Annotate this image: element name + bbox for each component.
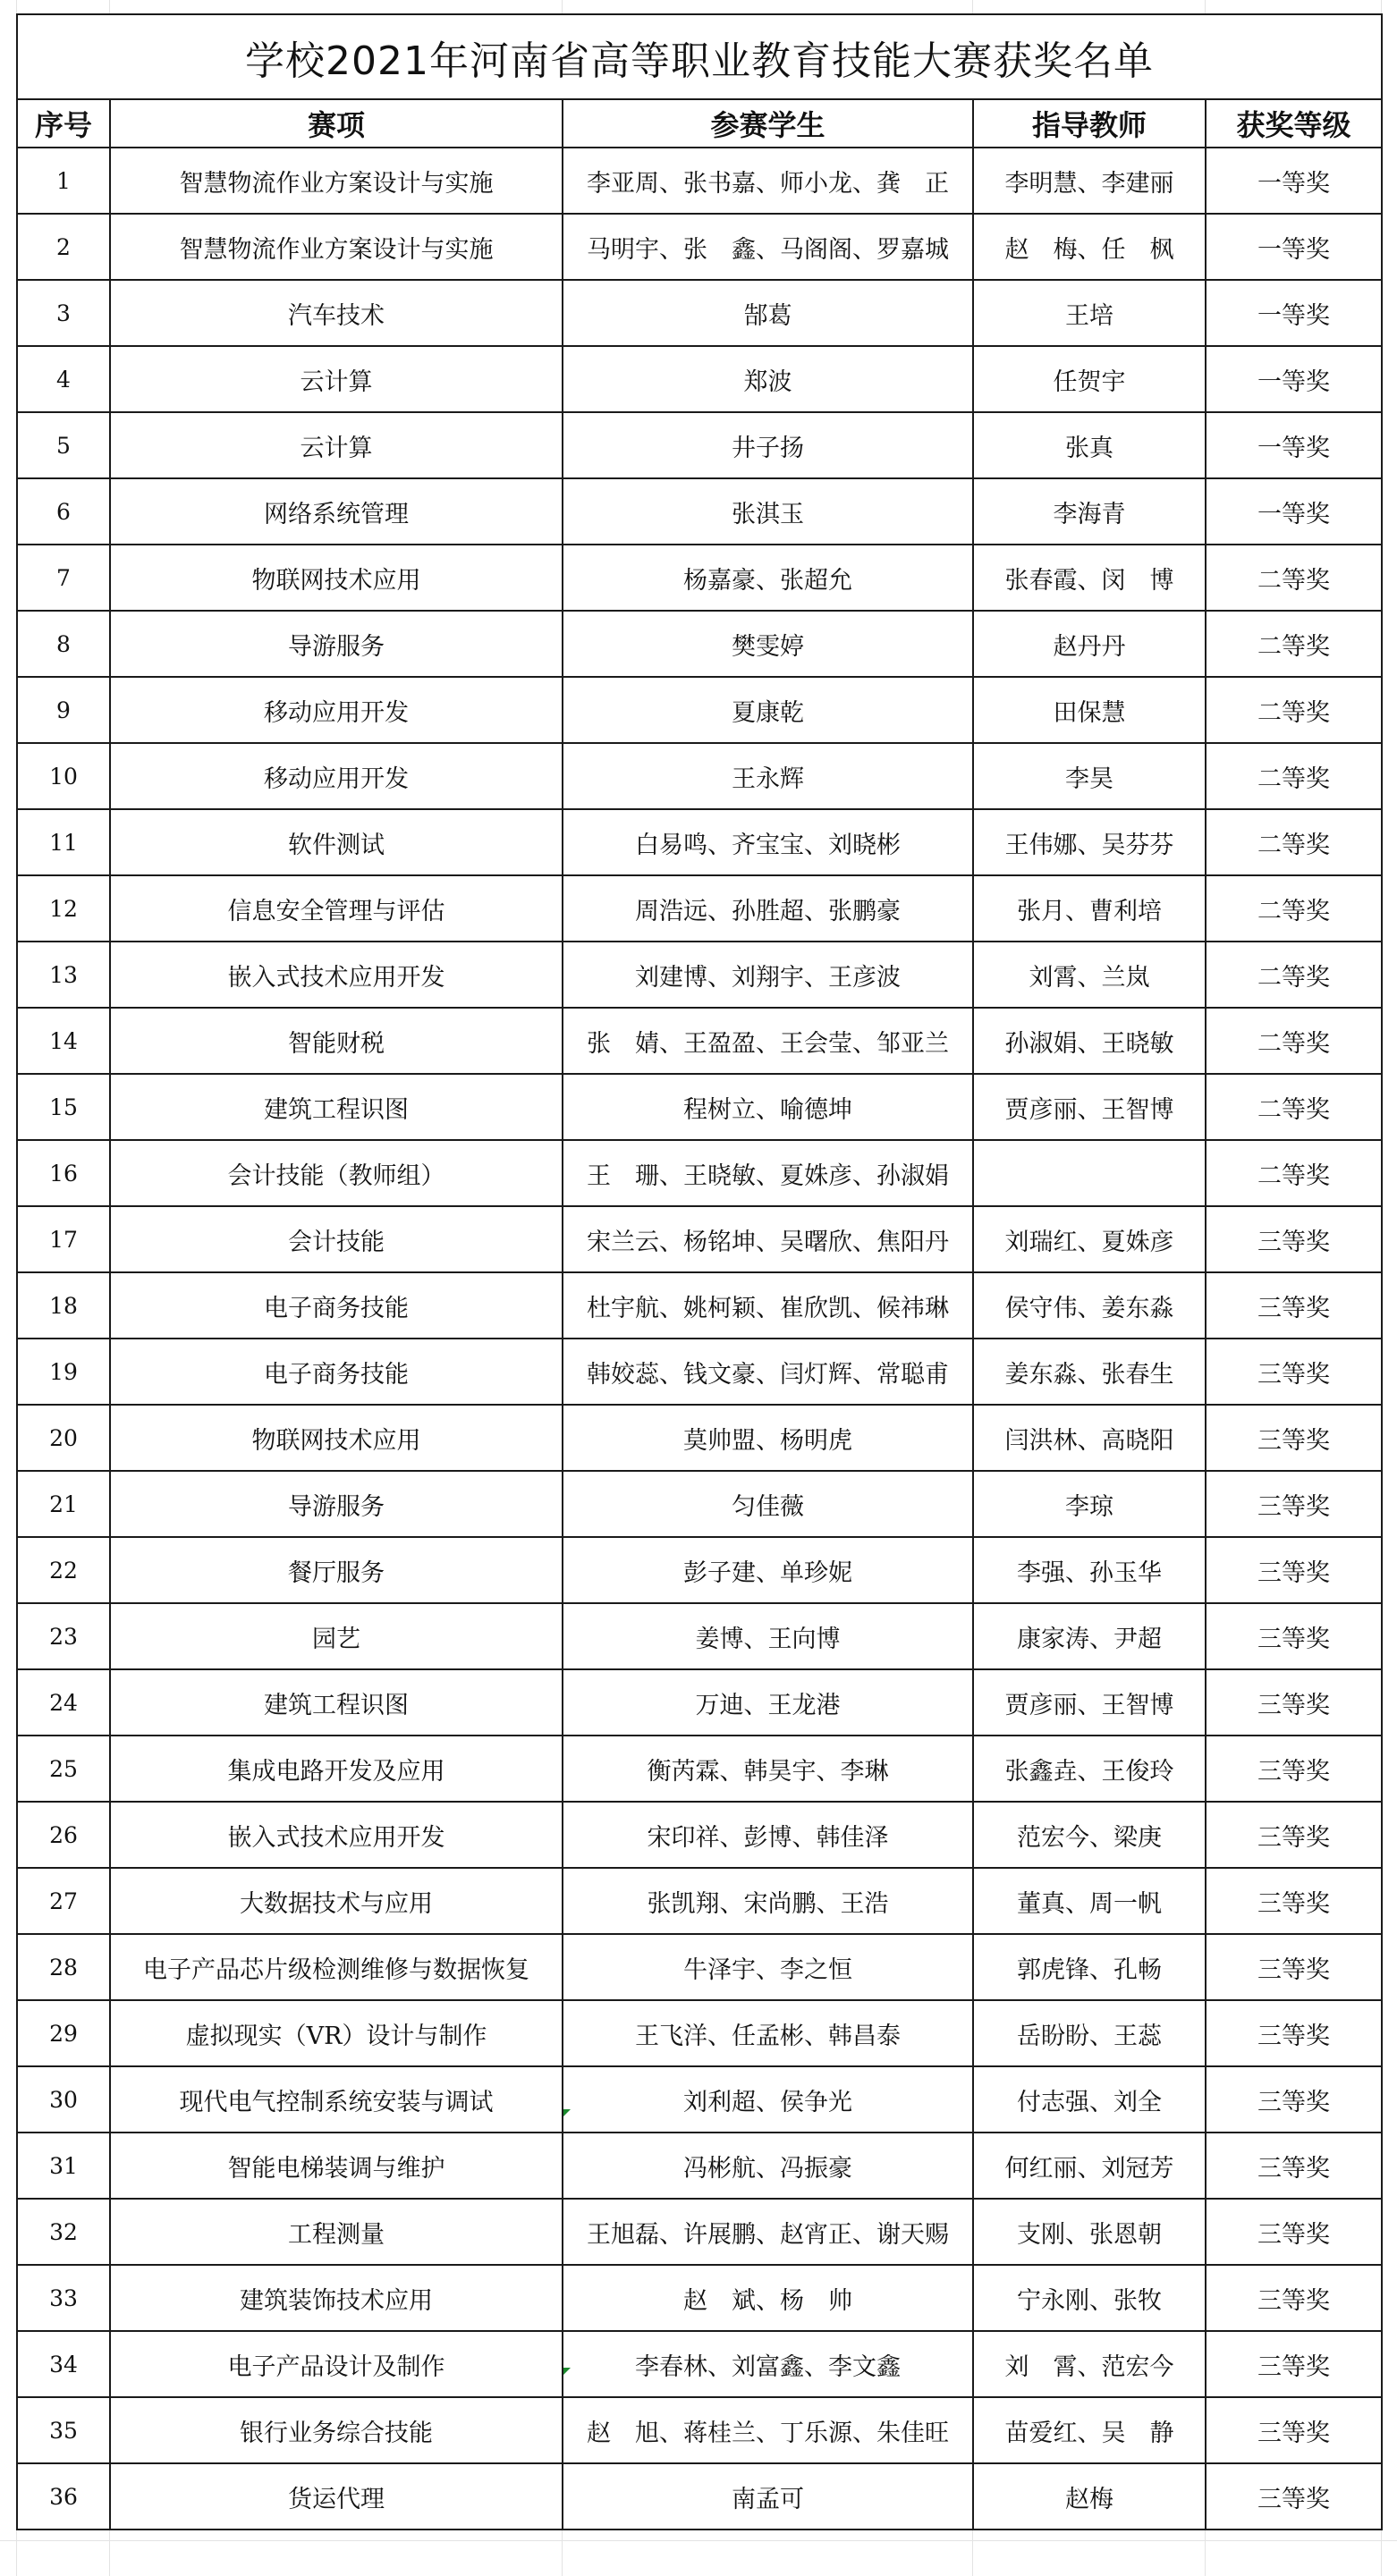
table-row — [17, 2133, 1382, 2199]
cell-level[interactable]: 三等奖 — [1206, 1206, 1382, 1272]
header-teachers[interactable]: 指导教师 — [973, 99, 1206, 148]
cell-students[interactable]: 李亚周、张书嘉、师小龙、龚 正 — [563, 148, 973, 214]
cell-teachers[interactable]: 付志强、刘全 — [973, 2066, 1206, 2133]
cell-level[interactable]: 三等奖 — [1206, 1272, 1382, 1339]
table-row — [17, 2066, 1382, 2133]
cell-level[interactable]: 二等奖 — [1206, 1008, 1382, 1074]
table-row — [17, 809, 1382, 875]
table-row — [17, 1471, 1382, 1537]
table-row — [17, 1802, 1382, 1868]
cell-level[interactable]: 三等奖 — [1206, 2133, 1382, 2199]
cell-teachers[interactable]: 何红丽、刘冠芳 — [973, 2133, 1206, 2199]
header-students[interactable]: 参赛学生 — [563, 99, 973, 148]
cell-teachers[interactable]: 孙淑娟、王晓敏 — [973, 1008, 1206, 1074]
table-row — [17, 1405, 1382, 1471]
cell-students[interactable]: 杨嘉豪、张超允 — [563, 545, 973, 611]
cell-students[interactable]: 张凯翔、宋尚鹏、王浩 — [563, 1868, 973, 1934]
cell-event[interactable]: 现代电气控制系统安装与调试 — [110, 2066, 563, 2133]
table-row — [17, 1736, 1382, 1802]
cell-students[interactable]: 匀佳薇 — [563, 1471, 973, 1537]
cell-teachers[interactable] — [973, 1140, 1206, 1206]
cell-students[interactable]: 李春林、刘富鑫、李文鑫 — [563, 2331, 973, 2397]
cell-students[interactable]: 宋兰云、杨铭坤、吴曙欣、焦阳丹 — [563, 1206, 973, 1272]
cell-level[interactable]: 二等奖 — [1206, 875, 1382, 942]
cell-students[interactable]: 赵 斌、杨 帅 — [563, 2265, 973, 2331]
table-row — [17, 214, 1382, 280]
table-row — [17, 677, 1382, 743]
cell-no[interactable]: 17 — [17, 1206, 110, 1272]
cell-students[interactable]: 南孟可 — [563, 2463, 973, 2530]
cell-event[interactable]: 网络系统管理 — [110, 478, 563, 545]
cell-event[interactable]: 智慧物流作业方案设计与实施 — [110, 148, 563, 214]
cell-event[interactable]: 物联网技术应用 — [110, 545, 563, 611]
cell-teachers[interactable]: 赵 梅、任 枫 — [973, 214, 1206, 280]
cell-no[interactable]: 28 — [17, 1934, 110, 2000]
cell-no[interactable]: 34 — [17, 2331, 110, 2397]
cell-students[interactable]: 宋印祥、彭博、韩佳泽 — [563, 1802, 973, 1868]
cell-teachers[interactable]: 张真 — [973, 412, 1206, 478]
cell-no[interactable]: 19 — [17, 1339, 110, 1405]
cell-teachers[interactable]: 支刚、张恩朝 — [973, 2199, 1206, 2265]
cell-level[interactable]: 三等奖 — [1206, 1802, 1382, 1868]
cell-teachers[interactable]: 任贺宇 — [973, 346, 1206, 412]
cell-no[interactable]: 2 — [17, 214, 110, 280]
cell-event[interactable]: 电子商务技能 — [110, 1339, 563, 1405]
cell-students[interactable]: 杜宇航、姚柯颖、崔欣凯、候祎琳 — [563, 1272, 973, 1339]
cell-teachers[interactable]: 张春霞、闵 博 — [973, 545, 1206, 611]
table-row — [17, 743, 1382, 809]
cell-students[interactable]: 郑波 — [563, 346, 973, 412]
cell-event[interactable]: 电子产品设计及制作 — [110, 2331, 563, 2397]
cell-event[interactable]: 移动应用开发 — [110, 743, 563, 809]
cell-students[interactable]: 周浩远、孙胜超、张鹏豪 — [563, 875, 973, 942]
cell-level[interactable]: 一等奖 — [1206, 148, 1382, 214]
cell-teachers[interactable]: 宁永刚、张牧 — [973, 2265, 1206, 2331]
cell-level[interactable]: 一等奖 — [1206, 346, 1382, 412]
cell-students[interactable]: 张 婧、王盈盈、王会莹、邹亚兰 — [563, 1008, 973, 1074]
cell-students[interactable]: 张淇玉 — [563, 478, 973, 545]
cell-students[interactable]: 夏康乾 — [563, 677, 973, 743]
cell-no[interactable]: 4 — [17, 346, 110, 412]
cell-no[interactable]: 8 — [17, 611, 110, 677]
cell-teachers[interactable]: 贾彦丽、王智博 — [973, 1669, 1206, 1736]
cell-event[interactable]: 园艺 — [110, 1603, 563, 1669]
cell-students[interactable]: 衡芮霖、韩昊宇、李琳 — [563, 1736, 973, 1802]
cell-event[interactable]: 导游服务 — [110, 1471, 563, 1537]
cell-teachers[interactable]: 郭虎锋、孔畅 — [973, 1934, 1206, 2000]
cell-event[interactable]: 导游服务 — [110, 611, 563, 677]
cell-event[interactable]: 智慧物流作业方案设计与实施 — [110, 214, 563, 280]
table-row — [17, 1868, 1382, 1934]
sheet-title[interactable]: 学校2021年河南省高等职业教育技能大赛获奖名单 — [17, 14, 1382, 99]
cell-teachers[interactable]: 姜东淼、张春生 — [973, 1339, 1206, 1405]
cell-level[interactable]: 二等奖 — [1206, 1140, 1382, 1206]
cell-no[interactable]: 1 — [17, 148, 110, 214]
cell-no[interactable]: 26 — [17, 1802, 110, 1868]
cell-note-marker — [563, 2109, 571, 2116]
cell-level[interactable]: 三等奖 — [1206, 1603, 1382, 1669]
cell-no[interactable]: 30 — [17, 2066, 110, 2133]
cell-level[interactable]: 一等奖 — [1206, 478, 1382, 545]
cell-event[interactable]: 建筑工程识图 — [110, 1074, 563, 1140]
cell-teachers[interactable]: 李昊 — [973, 743, 1206, 809]
cell-teachers[interactable]: 岳盼盼、王蕊 — [973, 2000, 1206, 2066]
cell-teachers[interactable]: 苗爱红、吴 静 — [973, 2397, 1206, 2463]
table-row — [17, 1206, 1382, 1272]
header-no[interactable]: 序号 — [17, 99, 110, 148]
table-row — [17, 1934, 1382, 2000]
cell-level[interactable]: 三等奖 — [1206, 1669, 1382, 1736]
cell-no[interactable]: 35 — [17, 2397, 110, 2463]
cell-level[interactable]: 一等奖 — [1206, 412, 1382, 478]
cell-level[interactable]: 三等奖 — [1206, 1405, 1382, 1471]
table-row — [17, 2331, 1382, 2397]
table-row — [17, 2463, 1382, 2530]
cell-no[interactable]: 16 — [17, 1140, 110, 1206]
cell-teachers[interactable]: 李琼 — [973, 1471, 1206, 1537]
cell-students[interactable]: 赵 旭、蒋桂兰、丁乐源、朱佳旺 — [563, 2397, 973, 2463]
cell-event[interactable]: 建筑装饰技术应用 — [110, 2265, 563, 2331]
cell-teachers[interactable]: 董真、周一帆 — [973, 1868, 1206, 1934]
cell-no[interactable]: 22 — [17, 1537, 110, 1603]
cell-level[interactable]: 三等奖 — [1206, 2331, 1382, 2397]
cell-level[interactable]: 三等奖 — [1206, 2265, 1382, 2331]
cell-event[interactable]: 银行业务综合技能 — [110, 2397, 563, 2463]
cell-teachers[interactable]: 闫洪林、高晓阳 — [973, 1405, 1206, 1471]
table-row — [17, 148, 1382, 214]
cell-no[interactable]: 20 — [17, 1405, 110, 1471]
cell-no[interactable]: 12 — [17, 875, 110, 942]
table-row — [17, 875, 1382, 942]
cell-event[interactable]: 餐厅服务 — [110, 1537, 563, 1603]
table-row — [17, 2265, 1382, 2331]
cell-level[interactable]: 三等奖 — [1206, 2000, 1382, 2066]
cell-event[interactable]: 智能电梯装调与维护 — [110, 2133, 563, 2199]
cell-teachers[interactable]: 王伟娜、吴芬芬 — [973, 809, 1206, 875]
cell-no[interactable]: 31 — [17, 2133, 110, 2199]
cell-level[interactable]: 一等奖 — [1206, 214, 1382, 280]
cell-event[interactable]: 虚拟现实（VR）设计与制作 — [110, 2000, 563, 2066]
cell-event[interactable]: 汽车技术 — [110, 280, 563, 346]
cell-level[interactable]: 三等奖 — [1206, 2066, 1382, 2133]
cell-students[interactable]: 井子扬 — [563, 412, 973, 478]
cell-teachers[interactable]: 侯守伟、姜东淼 — [973, 1272, 1206, 1339]
cell-no[interactable]: 9 — [17, 677, 110, 743]
cell-event[interactable]: 软件测试 — [110, 809, 563, 875]
cell-teachers[interactable]: 李明慧、李建丽 — [973, 148, 1206, 214]
cell-students[interactable]: 马明宇、张 鑫、马阁阁、罗嘉城 — [563, 214, 973, 280]
cell-event[interactable]: 会计技能 — [110, 1206, 563, 1272]
cell-level[interactable]: 一等奖 — [1206, 280, 1382, 346]
table-row — [17, 280, 1382, 346]
cell-teachers[interactable]: 赵丹丹 — [973, 611, 1206, 677]
cell-students[interactable]: 王旭磊、许展鹏、赵宵正、谢天赐 — [563, 2199, 973, 2265]
cell-level[interactable]: 三等奖 — [1206, 2463, 1382, 2530]
table-row — [17, 2199, 1382, 2265]
cell-event[interactable]: 嵌入式技术应用开发 — [110, 1802, 563, 1868]
cell-no[interactable]: 32 — [17, 2199, 110, 2265]
cell-no[interactable]: 21 — [17, 1471, 110, 1537]
cell-students[interactable]: 樊雯婷 — [563, 611, 973, 677]
table-row — [17, 2397, 1382, 2463]
cell-no[interactable]: 27 — [17, 1868, 110, 1934]
table-row — [17, 1140, 1382, 1206]
table-row — [17, 346, 1382, 412]
cell-event[interactable]: 建筑工程识图 — [110, 1669, 563, 1736]
cell-event[interactable]: 云计算 — [110, 346, 563, 412]
cell-no[interactable]: 6 — [17, 478, 110, 545]
cell-event[interactable]: 电子商务技能 — [110, 1272, 563, 1339]
cell-teachers[interactable]: 刘瑞红、夏姝彦 — [973, 1206, 1206, 1272]
cell-level[interactable]: 三等奖 — [1206, 1868, 1382, 1934]
cell-event[interactable]: 货运代理 — [110, 2463, 563, 2530]
cell-students[interactable]: 王 珊、王晓敏、夏姝彦、孙淑娟 — [563, 1140, 973, 1206]
cell-level[interactable]: 二等奖 — [1206, 545, 1382, 611]
cell-no[interactable]: 15 — [17, 1074, 110, 1140]
cell-students[interactable]: 韩姣蕊、钱文豪、闫灯辉、常聪甫 — [563, 1339, 973, 1405]
cell-no[interactable]: 29 — [17, 2000, 110, 2066]
table-row — [17, 1339, 1382, 1405]
cell-event[interactable]: 工程测量 — [110, 2199, 563, 2265]
table-row — [17, 412, 1382, 478]
cell-no[interactable]: 5 — [17, 412, 110, 478]
gridline — [0, 2540, 1397, 2541]
cell-level[interactable]: 三等奖 — [1206, 1471, 1382, 1537]
cell-level[interactable]: 三等奖 — [1206, 1736, 1382, 1802]
cell-level[interactable]: 三等奖 — [1206, 1339, 1382, 1405]
cell-students[interactable]: 彭子建、单珍妮 — [563, 1537, 973, 1603]
cell-level[interactable]: 二等奖 — [1206, 1074, 1382, 1140]
cell-event[interactable]: 信息安全管理与评估 — [110, 875, 563, 942]
cell-event[interactable]: 物联网技术应用 — [110, 1405, 563, 1471]
table-row — [17, 1669, 1382, 1736]
cell-teachers[interactable]: 张鑫垚、王俊玲 — [973, 1736, 1206, 1802]
award-list-table — [16, 13, 1383, 2530]
cell-teachers[interactable]: 范宏今、梁庚 — [973, 1802, 1206, 1868]
cell-teachers[interactable]: 李强、孙玉华 — [973, 1537, 1206, 1603]
table-row — [17, 1537, 1382, 1603]
cell-no[interactable]: 18 — [17, 1272, 110, 1339]
cell-students[interactable]: 王飞洋、任孟彬、韩昌泰 — [563, 2000, 973, 2066]
cell-teachers[interactable]: 张月、曹利培 — [973, 875, 1206, 942]
table-row — [17, 942, 1382, 1008]
cell-no[interactable]: 33 — [17, 2265, 110, 2331]
table-row — [17, 1272, 1382, 1339]
cell-level[interactable]: 三等奖 — [1206, 2199, 1382, 2265]
cell-no[interactable]: 25 — [17, 1736, 110, 1802]
cell-note-marker — [563, 2368, 571, 2375]
header-event[interactable]: 赛项 — [110, 99, 563, 148]
table-row — [17, 2000, 1382, 2066]
cell-teachers[interactable]: 刘 霄、范宏今 — [973, 2331, 1206, 2397]
cell-level[interactable]: 二等奖 — [1206, 611, 1382, 677]
cell-level[interactable]: 二等奖 — [1206, 743, 1382, 809]
cell-teachers[interactable]: 贾彦丽、王智博 — [973, 1074, 1206, 1140]
cell-teachers[interactable]: 刘霄、兰岚 — [973, 942, 1206, 1008]
cell-teachers[interactable]: 王培 — [973, 280, 1206, 346]
cell-event[interactable]: 智能财税 — [110, 1008, 563, 1074]
cell-event[interactable]: 云计算 — [110, 412, 563, 478]
cell-event[interactable]: 大数据技术与应用 — [110, 1868, 563, 1934]
table-row — [17, 1603, 1382, 1669]
cell-level[interactable]: 二等奖 — [1206, 942, 1382, 1008]
cell-no[interactable]: 11 — [17, 809, 110, 875]
cell-no[interactable]: 3 — [17, 280, 110, 346]
cell-event[interactable]: 会计技能（教师组） — [110, 1140, 563, 1206]
cell-event[interactable]: 移动应用开发 — [110, 677, 563, 743]
cell-teachers[interactable]: 赵梅 — [973, 2463, 1206, 2530]
cell-students[interactable]: 白易鸣、齐宝宝、刘晓彬 — [563, 809, 973, 875]
cell-level[interactable]: 三等奖 — [1206, 1537, 1382, 1603]
cell-students[interactable]: 刘建博、刘翔宇、王彦波 — [563, 942, 973, 1008]
cell-students[interactable]: 姜博、王向博 — [563, 1603, 973, 1669]
header-level[interactable]: 获奖等级 — [1206, 99, 1382, 148]
cell-students[interactable]: 程树立、喻德坤 — [563, 1074, 973, 1140]
cell-no[interactable]: 13 — [17, 942, 110, 1008]
cell-students[interactable]: 郜葛 — [563, 280, 973, 346]
cell-no[interactable]: 23 — [17, 1603, 110, 1669]
cell-teachers[interactable]: 李海青 — [973, 478, 1206, 545]
cell-students[interactable]: 冯彬航、冯振豪 — [563, 2133, 973, 2199]
cell-students[interactable]: 王永辉 — [563, 743, 973, 809]
cell-event[interactable]: 嵌入式技术应用开发 — [110, 942, 563, 1008]
cell-no[interactable]: 36 — [17, 2463, 110, 2530]
cell-students[interactable]: 牛泽宇、李之恒 — [563, 1934, 973, 2000]
cell-no[interactable]: 24 — [17, 1669, 110, 1736]
cell-level[interactable]: 二等奖 — [1206, 677, 1382, 743]
cell-no[interactable]: 14 — [17, 1008, 110, 1074]
cell-students[interactable]: 万迪、王龙港 — [563, 1669, 973, 1736]
cell-no[interactable]: 10 — [17, 743, 110, 809]
cell-no[interactable]: 7 — [17, 545, 110, 611]
cell-level[interactable]: 三等奖 — [1206, 1934, 1382, 2000]
table-row — [17, 611, 1382, 677]
header-row — [17, 99, 1382, 148]
cell-level[interactable]: 三等奖 — [1206, 2397, 1382, 2463]
cell-students[interactable]: 莫帅盟、杨明虎 — [563, 1405, 973, 1471]
cell-event[interactable]: 电子产品芯片级检测维修与数据恢复 — [110, 1934, 563, 2000]
table-row — [17, 478, 1382, 545]
cell-teachers[interactable]: 田保慧 — [973, 677, 1206, 743]
table-row — [17, 1074, 1382, 1140]
table-row — [17, 1008, 1382, 1074]
cell-teachers[interactable]: 康家涛、尹超 — [973, 1603, 1206, 1669]
cell-event[interactable]: 集成电路开发及应用 — [110, 1736, 563, 1802]
cell-level[interactable]: 二等奖 — [1206, 809, 1382, 875]
table-row — [17, 545, 1382, 611]
cell-students[interactable]: 刘利超、侯争光 — [563, 2066, 973, 2133]
award-rows — [17, 148, 1382, 2530]
